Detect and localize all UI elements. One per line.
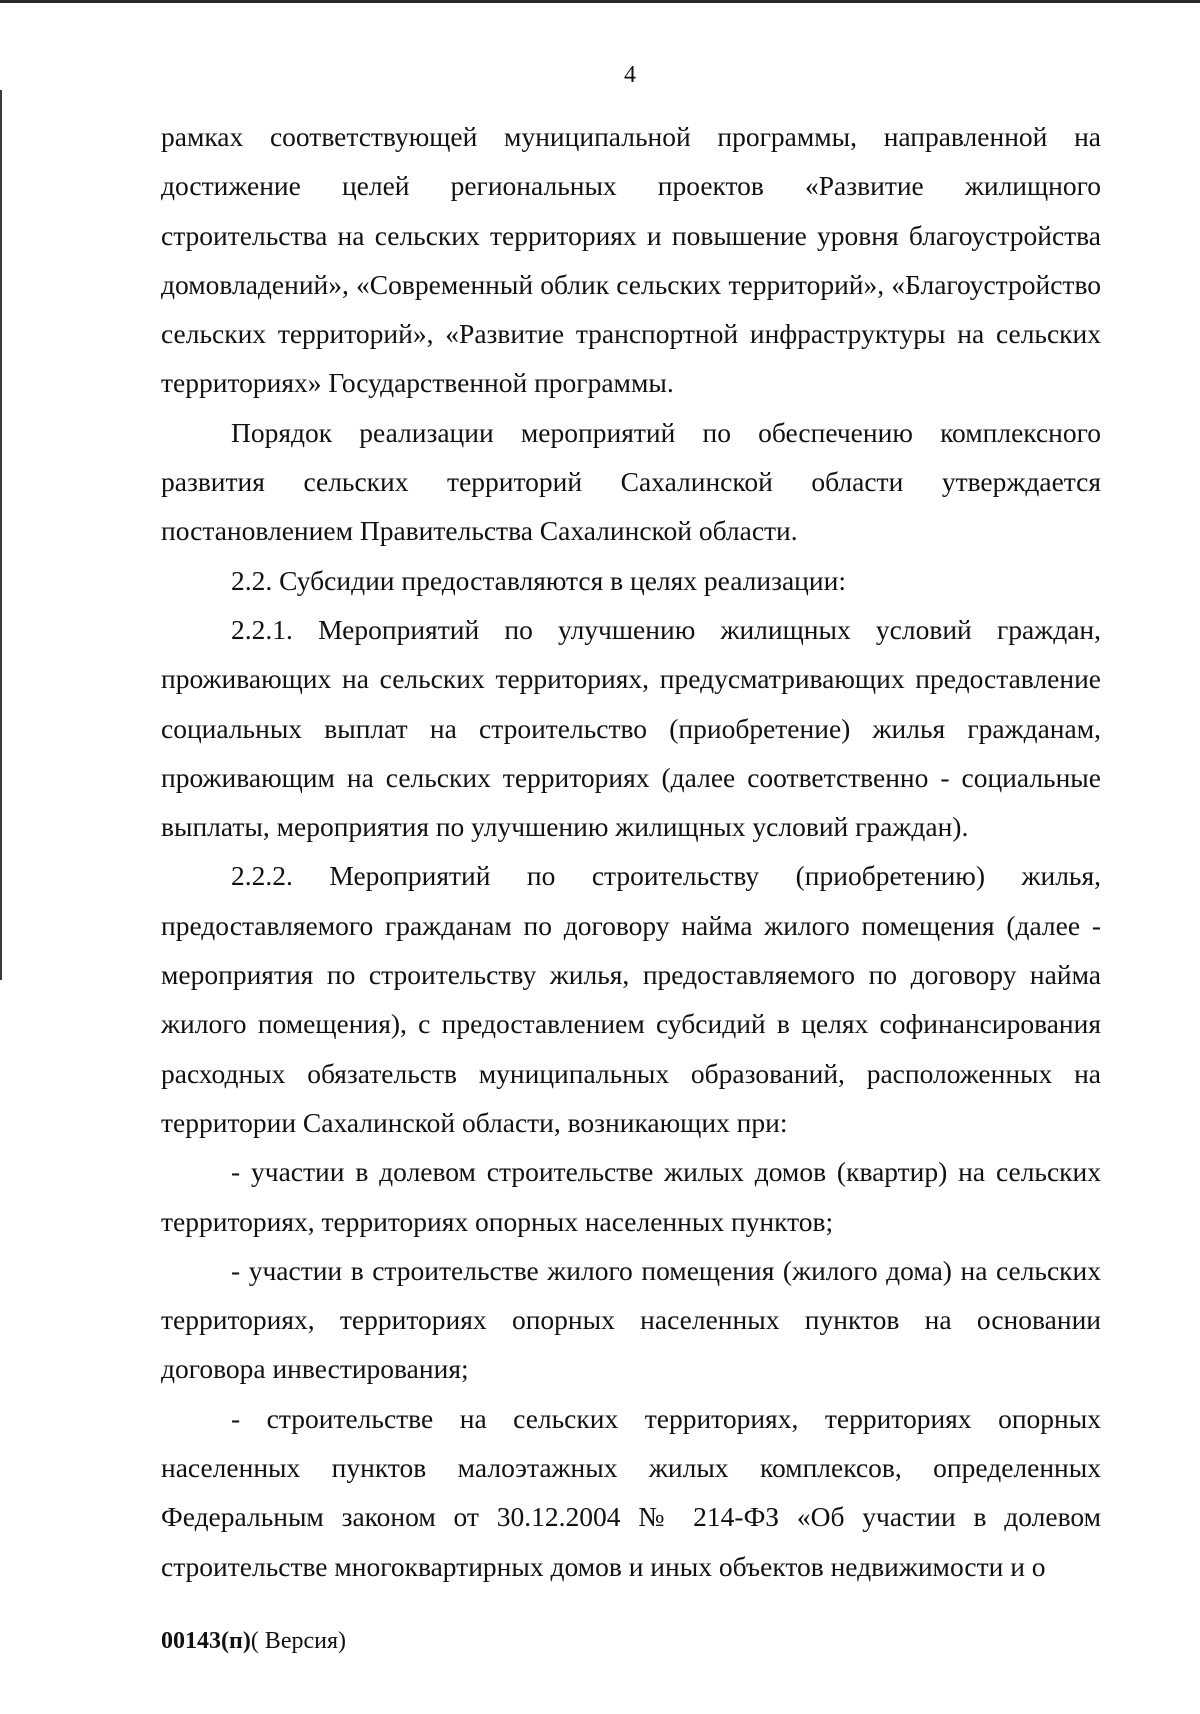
list-item-shared-construction: - участии в долевом строительстве жилых домов (квартир) на сельских территориях, территориях опорных населенных пунктов; xyxy=(161,1156,1101,1237)
document-version: ( Версия) xyxy=(250,1628,346,1654)
list-item-low-rise-complexes: - строительстве на сельских территориях, территориях опорных населенных пунктов малоэтажных жилых комплексов, определенных Федеральным законом от 30.12.2004 № 214-ФЗ «Об участии в долевом строительстве многоквартирных домов и иных объектов недвижимости и о xyxy=(161,1402,1101,1582)
paragraph-2-2-2: 2.2.2. Мероприятий по строительству (приобретению) жилья, предоставляемого гражданам по договору найма жилого помещения (далее - мероприятия по строительству жилья, предоставляемого по договору найма жилого помещения), с предоставлением субсидий в целях софинансирования расходных обязательств муниципальных образований, расположенных на территории Сахалинской области, возникающих при: xyxy=(161,860,1101,1138)
page-number: 4 xyxy=(624,62,636,88)
paragraph-continuation: рамках соответствующей муниципальной программы, направленной на достижение целей региональных проектов «Развитие жилищного строительства на сельских территориях и повышение уровня благоустройства домовладений», «Современный облик сельских территорий», «Благоустройство сельских территорий», «Развитие транспортной инфраструктуры на сельских территориях» Государственной программы. xyxy=(161,121,1101,399)
scan-left-edge xyxy=(0,90,2,980)
scan-top-border xyxy=(0,0,1200,3)
paragraph-2-2: 2.2. Субсидии предоставляются в целях реализации: xyxy=(231,564,846,596)
document-code: 00143(п) xyxy=(161,1628,251,1654)
paragraph-procedure: Порядок реализации мероприятий по обеспечению комплексного развития сельских территорий Сахалинской области утверждается постановлением Правительства Сахалинской области. xyxy=(161,416,1101,547)
list-item-investment-contract: - участии в строительстве жилого помещения (жилого дома) на сельских территориях, территориях опорных населенных пунктов на основании договора инвестирования; xyxy=(161,1254,1101,1385)
paragraph-2-2-1: 2.2.1. Мероприятий по улучшению жилищных условий граждан, проживающих на сельских территориях, предусматривающих предоставление социальных выплат на строительство (приобретение) жилья гражданам, проживающим на сельских территориях (далее соответственно - социальные выплаты, мероприятия по улучшению жилищных условий граждан). xyxy=(161,613,1101,843)
document-body xyxy=(161,112,1101,1591)
footer xyxy=(161,1628,346,1655)
